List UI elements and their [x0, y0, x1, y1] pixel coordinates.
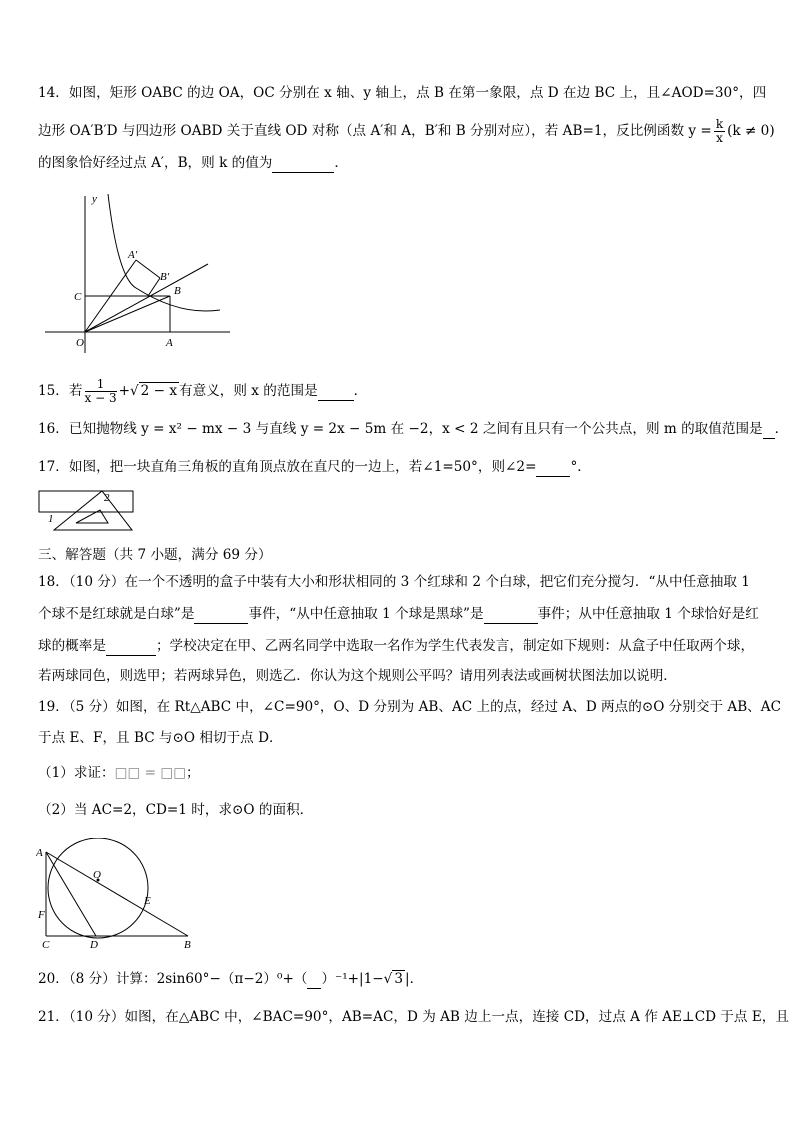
q19-figure — [36, 838, 200, 950]
q16-answer-blank — [763, 420, 775, 439]
fig19-label-f: F — [38, 909, 45, 921]
q17-answer-blank — [536, 458, 570, 477]
q20-blank — [307, 970, 321, 989]
q15-line: 15．若 $\frac{1}{x - 3}$ +√ 2 − x 有意义，则 x 的范围是 ． — [38, 377, 368, 405]
fig19-label-c: C — [42, 939, 50, 950]
fig14-label-a1: A′ — [128, 249, 138, 261]
q21-line1: 21．（10 分）如图，在△ABC 中，∠BAC=90°，AB=AC，D 为 AB 边上一点，连接 CD，过点 A 作 AE⊥CD 于点 E，且 — [38, 1009, 789, 1025]
fig14-label-y: y — [92, 193, 97, 205]
section3-heading: 三、解答题（共 7 小题，满分 69 分） — [38, 547, 272, 563]
fig17-label-1: 1 — [48, 513, 54, 525]
q17-figure — [38, 488, 138, 534]
q18-line4: 若两球同色，则选甲；若两球异色，则选乙．你认为这个规则公平吗？请用列表法或画树状图法加以说明． — [38, 668, 677, 684]
fig14-label-o: O — [76, 337, 84, 349]
q19-part1: （1）求证：□□ = □□； — [38, 765, 200, 781]
q18-blank-2 — [484, 605, 538, 624]
q18-blank-1 — [194, 605, 248, 624]
q17-line: 17．如图，把一块直角三角板的直角顶点放在直尺的一边上，若∠1=50°，则∠2= °． — [38, 459, 591, 475]
q15-answer-blank — [318, 382, 354, 401]
q18-blank-3 — [106, 637, 156, 656]
fig14-label-a: A — [166, 337, 173, 349]
q18-line3: 球的概率是 ；学校决定在甲、乙两名同学中选取一名作为学生代表发言，制定如下规则：从盒子中任取两个球， — [38, 638, 755, 654]
fig14-label-b1: B′ — [160, 271, 170, 283]
q14-line3: 的图象恰好经过点 A′，B，则 k 的值为 ． — [38, 155, 348, 171]
fig19-label-d: D — [90, 939, 98, 950]
q18-line2: 个球不是红球就是白球”是 事件，“从中任意抽取 1 个球是黑球”是 事件；从中任意抽取 1 个球恰好是红 — [38, 606, 759, 622]
fig17-label-2: 2 — [104, 492, 110, 504]
fig19-label-o: O — [93, 869, 101, 881]
q14-line2: 边形 OA′B′D 与四边形 OABD 关于直线 OD 对称（点 A′和 A，B′和 B 分别对应），若 AB=1，反比例函数 y = $\frac{k}{x}$ (k ≠ 0) — [38, 117, 775, 145]
q19-line2: 于点 E、F，且 BC 与⊙O 相切于点 D． — [38, 730, 283, 746]
q16-line: 16．已知抛物线 y = x² − mx − 3 与直线 y = 2x − 5m 在 −2，x < 2 之间有且只有一个公共点，则 m 的取值范围是 ． — [38, 421, 789, 437]
fig19-label-b: B — [184, 939, 191, 950]
q20-line: 20．（8 分）计算：2sin60°−（π−2）⁰+（ ）⁻¹+|1−√ 3 |． — [38, 971, 424, 987]
fig14-label-b: B — [174, 285, 181, 297]
q14-answer-blank — [272, 154, 334, 173]
q14-fraction: $\frac{k}{x}$ — [715, 117, 724, 145]
fig19-label-e: E — [144, 895, 151, 907]
q18-line1: 18．（10 分）在一个不透明的盒子中装有大小和形状相同的 3 个红球和 2 个白球，把它们充分搅匀．“从中任意抽取 1 — [38, 574, 750, 590]
q19-part2: （2）当 AC=2，CD=1 时，求⊙O 的面积． — [38, 802, 314, 818]
q15-fraction: $\frac{1}{x - 3}$ — [84, 377, 117, 405]
q14-line1: 14．如图，矩形 OABC 的边 OA，OC 分别在 x 轴、y 轴上，点 B 在第一象限，点 D 在边 BC 上，且∠AOD=30°，四 — [38, 85, 767, 101]
q19-line1: 19．（5 分）如图，在 Rt△ABC 中，∠C=90°，O、D 分别为 AB、AC 上的点，经过 A、D 两点的⊙O 分别交于 AB、AC — [38, 699, 781, 715]
fig14-label-c: C — [74, 291, 82, 303]
q14-figure — [40, 188, 236, 354]
fig19-label-a: A — [36, 847, 43, 859]
